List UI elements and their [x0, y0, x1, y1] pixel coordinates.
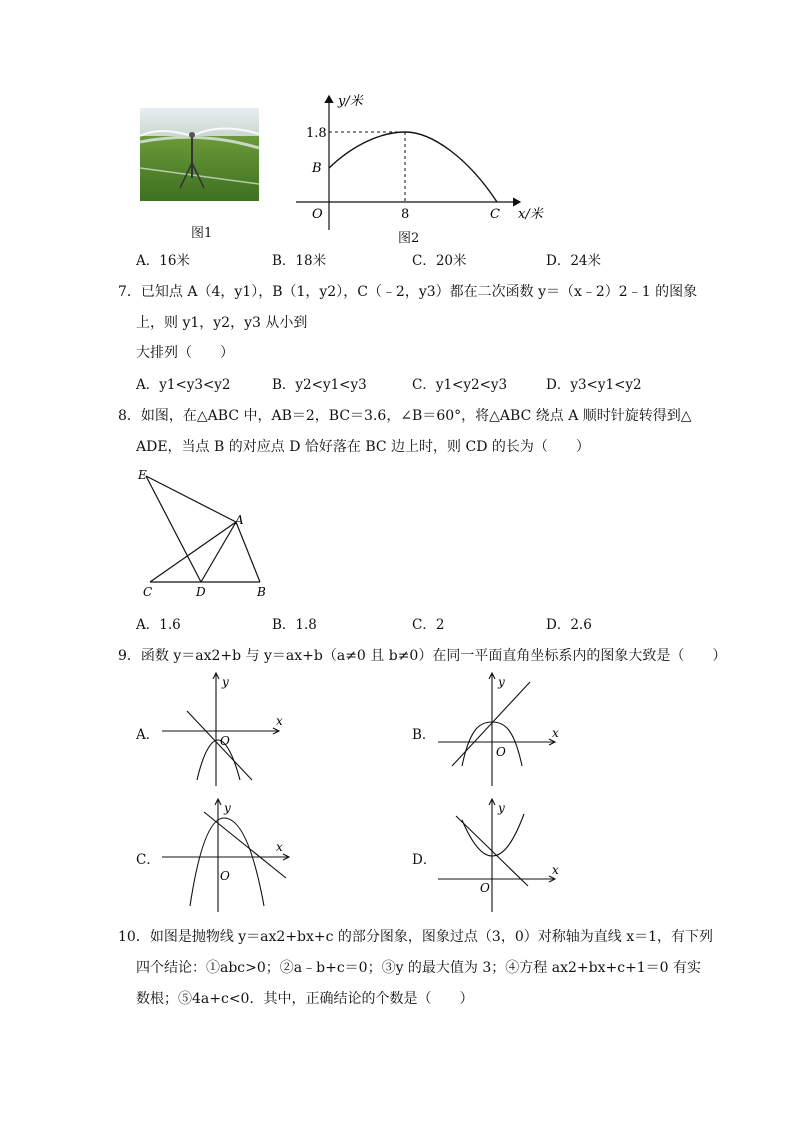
point-a: A — [235, 513, 244, 527]
q6-option-c: C．20米 — [412, 253, 467, 269]
figure-2-caption: 图2 — [398, 231, 420, 246]
q8-stem-line-1: 8．如图，在△ABC 中，AB＝2，BC＝3.6，∠B＝60°，将△ABC 绕点 A 顺时针旋转得到△ — [118, 408, 692, 424]
svg-text:x: x — [552, 863, 559, 877]
q7-stem-line-1: 7．已知点 A（4，y1），B（1，y2），C（﹣2，y3）都在二次函数 y＝（x﹣2）2﹣1 的图象 — [118, 284, 698, 300]
q7-stem-line-2: 上，则 y1，y2，y3 从小到 — [136, 315, 308, 331]
svg-text:x: x — [552, 726, 559, 740]
figure-2-graph — [292, 92, 554, 234]
q10-stem-line-1: 10．如图是抛物线 y＝ax2+bx+c 的部分图象，图象过点（3，0）对称轴为直线 x＝1，有下列 — [118, 929, 713, 945]
svg-text:x: x — [276, 714, 283, 728]
svg-text:y: y — [222, 675, 229, 689]
q7-option-b: B．y2<y1<y3 — [272, 377, 367, 393]
figure-1-caption: 图1 — [191, 226, 213, 241]
svg-text:O: O — [220, 869, 230, 883]
q9-option-b-graph — [436, 668, 566, 788]
svg-text:y: y — [224, 801, 231, 815]
q9-option-a-label: A． — [136, 727, 160, 743]
label-b: B — [312, 161, 322, 176]
q8-triangle-figure — [134, 466, 274, 602]
q8-option-b: B．1.8 — [272, 617, 317, 633]
q7-option-d: D．y3<y1<y2 — [546, 377, 642, 393]
q9-stem-line-1: 9．函数 y＝ax2+b 与 y＝ax+b（a≠0 且 b≠0）在同一平面直角坐标系内的图象大致是（ ） — [118, 648, 727, 664]
q6-option-d: D．24米 — [546, 253, 602, 269]
q9-option-c-graph — [160, 794, 290, 914]
q9-option-d-label: D． — [412, 852, 437, 868]
q8-option-c: C．2 — [412, 617, 445, 633]
y-axis-label: y/米 — [338, 94, 363, 109]
q7-option-a: A．y1<y3<y2 — [136, 377, 231, 393]
q6-option-b: B．18米 — [272, 253, 327, 269]
figure-1-photo — [140, 108, 259, 201]
point-c: C — [143, 585, 153, 599]
label-8: 8 — [401, 207, 410, 222]
svg-text:x: x — [276, 840, 283, 854]
label-1-8: 1.8 — [306, 126, 327, 141]
x-axis-label: x/米 — [518, 207, 543, 222]
q6-option-a: A．16米 — [136, 253, 190, 269]
q10-stem-line-3: 数根；⑤4a+c<0．其中，正确结论的个数是（ ） — [136, 991, 474, 1007]
point-b: B — [257, 585, 266, 599]
label-c: C — [490, 207, 500, 222]
q9-option-b-label: B． — [412, 727, 436, 743]
svg-text:y: y — [498, 675, 505, 689]
q9-option-c-label: C． — [136, 852, 160, 868]
svg-text:y: y — [498, 801, 505, 815]
svg-text:O: O — [220, 734, 230, 748]
q8-option-d: D．2.6 — [546, 617, 592, 633]
q7-option-c: C．y1<y2<y3 — [412, 377, 508, 393]
q10-stem-line-2: 四个结论：①abc>0；②a﹣b+c＝0；③y 的最大值为 3；④方程 ax2+bx+c+1＝0 有实 — [136, 960, 702, 976]
parabola-curve — [329, 132, 497, 202]
q7-stem-line-3: 大排列（ ） — [136, 345, 234, 361]
label-o: O — [312, 207, 323, 222]
q8-option-a: A．1.6 — [136, 617, 181, 633]
svg-text:O: O — [496, 745, 506, 759]
q9-option-a-graph — [160, 668, 290, 788]
point-d: D — [196, 585, 206, 599]
point-e: E — [138, 468, 147, 482]
q9-option-d-graph — [436, 794, 566, 914]
q8-stem-line-2: ADE，当点 B 的对应点 D 恰好落在 BC 边上时，则 CD 的长为（ ） — [136, 439, 590, 455]
svg-text:O: O — [480, 881, 490, 895]
